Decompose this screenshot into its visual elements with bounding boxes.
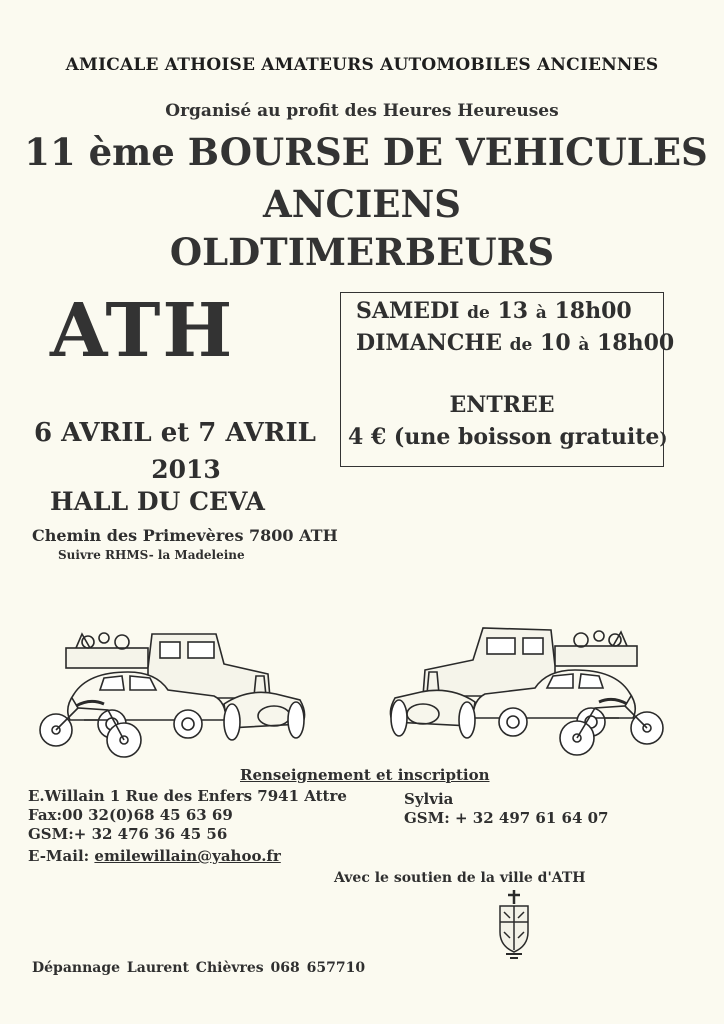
sunday-hours	[356, 330, 674, 356]
title-line-1: 11 ème BOURSE DE VEHICULES	[24, 130, 708, 174]
sunday-start: 10	[540, 330, 571, 356]
contact-address: E.Willain 1 Rue des Enfers 7941 Attre	[28, 787, 347, 805]
from-word: de	[509, 335, 533, 355]
title-line-2: ANCIENS	[262, 182, 462, 226]
entry-price	[348, 424, 667, 450]
organization-name: AMICALE ATHOISE AMATEURS AUTOMOBILES ANCIENNES	[65, 55, 659, 75]
contact-fax: Fax:00 32(0)68 45 63 69	[28, 806, 233, 824]
directions-text: Suivre RHMS- la Madeleine	[58, 548, 245, 562]
saturday-start: 13	[497, 298, 529, 324]
entry-price-text: 4 € (une boisson gratuite	[348, 424, 660, 450]
saturday-end: 18h00	[554, 298, 632, 324]
event-year: 2013	[151, 455, 221, 484]
saturday-day: SAMEDI	[356, 298, 460, 324]
saturday-hours	[356, 298, 632, 324]
sponsor-text: Dépannage Laurent Chièvres 068 657710	[32, 960, 366, 976]
to-word: à	[578, 335, 590, 355]
email-label: E-Mail:	[28, 847, 95, 865]
entry-price-close: )	[659, 429, 668, 449]
venue-name: HALL DU CEVA	[50, 487, 265, 516]
contact-gsm: GSM:+ 32 476 36 45 56	[28, 825, 228, 843]
sunday-end: 18h00	[597, 330, 675, 356]
sunday-day: DIMANCHE	[356, 330, 502, 356]
title-line-3: OLDTIMERBEURS	[169, 230, 555, 274]
to-word: à	[535, 303, 547, 323]
second-contact-gsm: GSM: + 32 497 61 64 07	[404, 809, 609, 827]
venue-address: Chemin des Primevères 7800 ATH	[32, 526, 338, 545]
entry-label: ENTREE	[449, 392, 555, 418]
city-name: ATH	[50, 288, 235, 374]
contact-heading: Renseignement et inscription	[240, 766, 490, 784]
contact-email-line	[28, 847, 281, 865]
coat-of-arms-icon	[494, 888, 534, 962]
vintage-cars-illustration-right	[380, 620, 665, 762]
email-link[interactable]: emilewillain@yahoo.fr	[94, 847, 281, 865]
vintage-cars-illustration-left	[38, 624, 313, 764]
from-word: de	[467, 303, 490, 323]
support-text: Avec le soutien de la ville d'ATH	[334, 870, 586, 886]
second-contact-name: Sylvia	[404, 790, 454, 808]
event-dates: 6 AVRIL et 7 AVRIL	[34, 418, 316, 448]
organised-for-text: Organisé au profit des Heures Heureuses	[165, 101, 559, 121]
